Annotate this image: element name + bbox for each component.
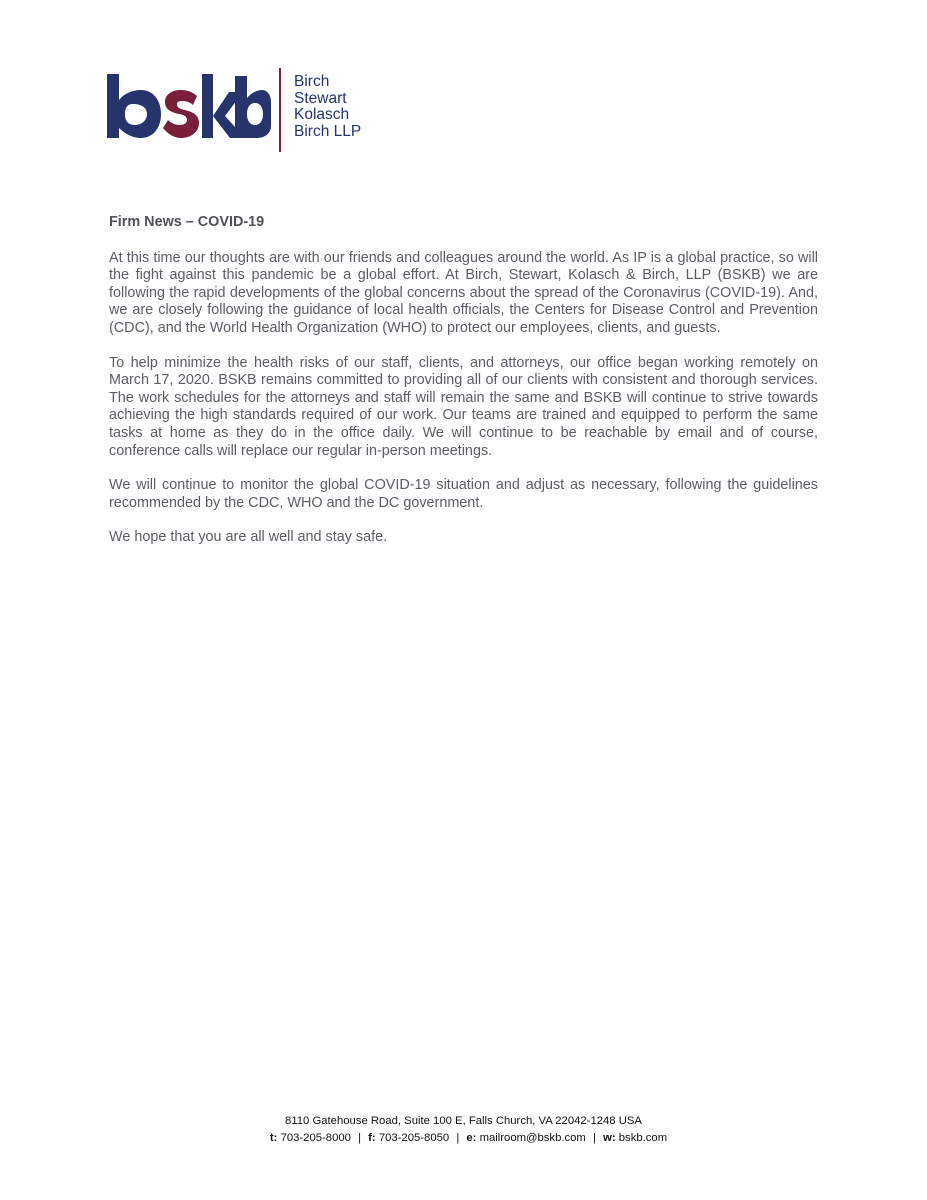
firm-name-line: Stewart [294, 89, 347, 107]
paragraph: We will continue to monitor the global COVID-19 situation and adjust as necessary, following the guidelines recommended by the CDC, WHO and the DC government. [109, 477, 818, 511]
letterhead [105, 68, 365, 154]
page-title: Firm News – COVID-19 [109, 214, 265, 230]
email-label: e: [466, 1132, 477, 1144]
firm-name-line: Birch LLP [294, 122, 362, 140]
logo-letter-b1 [107, 74, 161, 138]
phone-label: t: [269, 1132, 278, 1144]
paragraph: To help minimize the health risks of our staff, clients, and attorneys, our office began working remotely on March 17, 2020. BSKB remains committed to providing all of our clients with consistent and thorough services. The work schedules for the attorneys and staff will remain the same and BSKB will continue to strive towards achieving the high standards required of our work. Our teams are trained and equipped to perform the same tasks at home as they do in the office daily. We will continue to be reachable by email and of course, conference calls will replace our regular in-person meetings. [109, 354, 818, 459]
document-body [109, 214, 818, 564]
separator: | [592, 1132, 596, 1144]
separator: | [358, 1132, 361, 1144]
paragraph: At this time our thoughts are with our friends and colleagues around the world. As IP is a global practice, so will the fight against this pandemic be a global effort. At Birch, Stewart, Kolasch & Birch, LLP (BSKB) we are following the rapid developments of the global concerns about the spread of the Coronavirus (COVID-19). And, we are closely following the guidance of local health officials, the Centers for Disease Control and Prevention (CDC), and the World Health Organization (WHO) to protect our employees, clients, and guests. [109, 249, 818, 336]
web-link[interactable]: bskb.com [618, 1132, 668, 1144]
firm-name [294, 74, 361, 140]
logo-letter-s [163, 90, 199, 138]
email-link[interactable]: mailroom@bskb.com [479, 1132, 586, 1144]
fax-number: 703-205-8050 [378, 1132, 450, 1144]
firm-name-line: Kolasch [294, 106, 350, 123]
logo-letter-b2 [233, 74, 271, 138]
logo-divider [279, 68, 281, 152]
fax-label: f: [368, 1132, 376, 1144]
separator: | [456, 1132, 460, 1144]
bskb-logo [105, 72, 271, 142]
footer-address: 8110 Gatehouse Road, Suite 100 E, Falls Church, VA 22042-1248 USA [285, 1115, 642, 1127]
paragraph: We hope that you are all well and stay safe. [109, 529, 388, 546]
web-label: w: [603, 1132, 616, 1144]
firm-name-line: Birch [294, 73, 330, 90]
footer [0, 1113, 927, 1147]
phone-number: 703-205-8000 [280, 1132, 351, 1144]
footer-contact [10, 1130, 927, 1147]
